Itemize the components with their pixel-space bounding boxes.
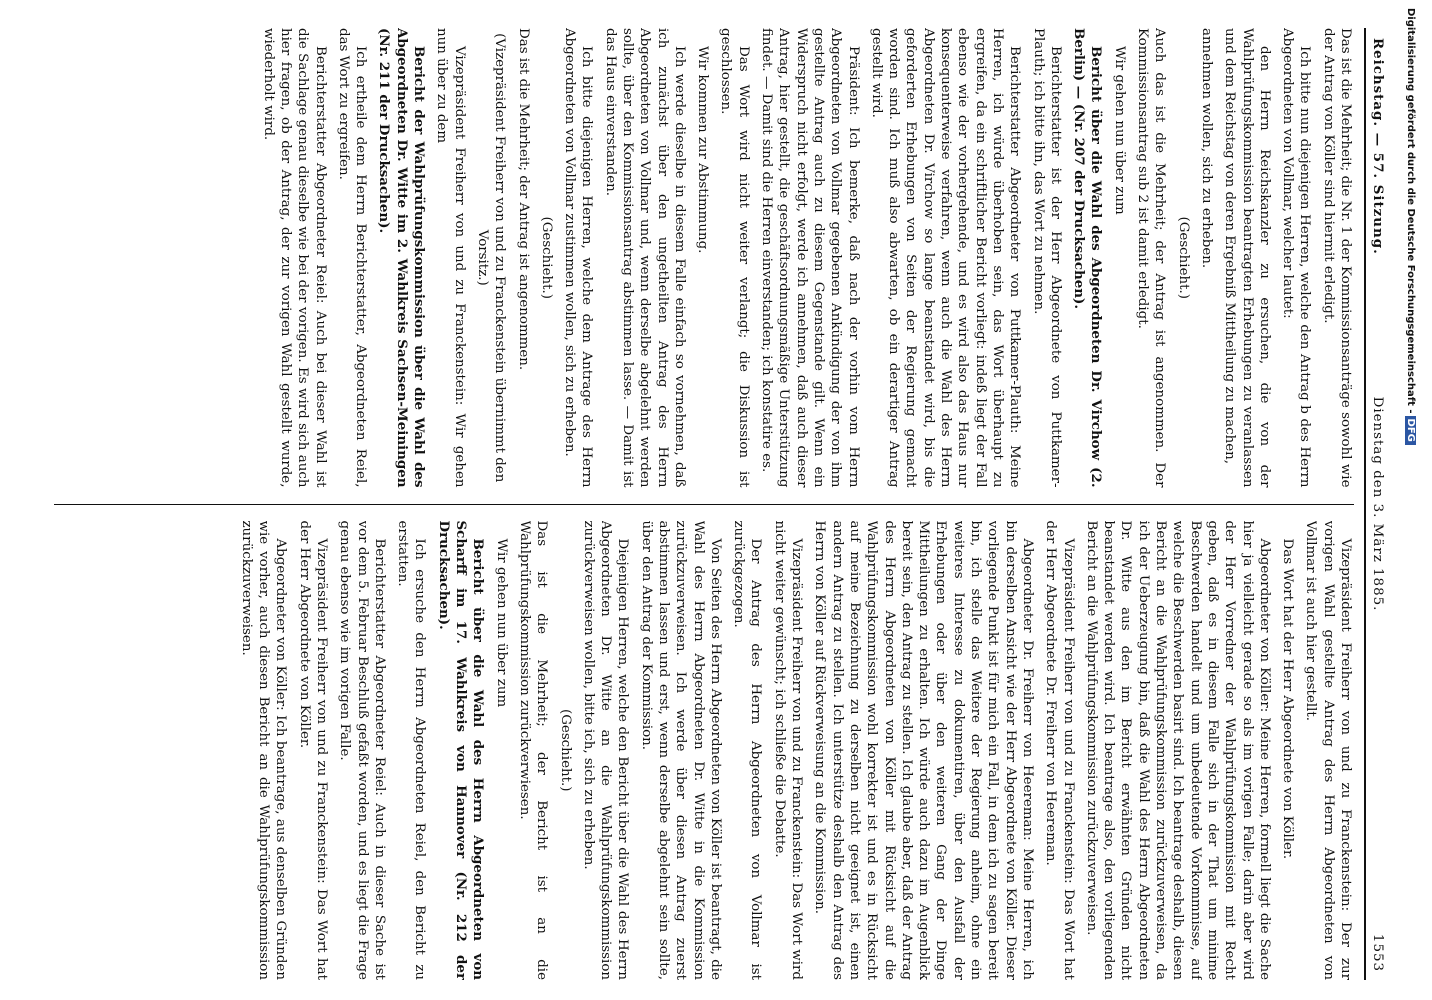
- paragraph: Abgeordneter von Köller: Ich beantrage, aus denselben Gründen wie vorher, auch diesen Bericht an die Wahlprüfungskommission zurückzuverweisen.: [238, 520, 289, 980]
- paragraph: Der Antrag des Herrn Abgeordneten von Vollmar ist zurückgezogen.: [731, 520, 764, 980]
- paragraph: Wir gehen nun über zum: [493, 538, 509, 708]
- paragraph: Ich bitte nun diejenigen Herren, welche den Antrag b des Herrn Abgeordneten von Vollmar, welcher lautet:: [1280, 28, 1313, 488]
- page-number: 1553: [1370, 933, 1386, 972]
- paragraph: Das ist die Mehrheit; die Nr. 1 der Kommissionsanträge sowohl wie der Antrag von Köller sind hiermit erledigt.: [1320, 28, 1353, 488]
- paragraph: Das ist die Mehrheit; der Antrag ist angenommen.: [515, 28, 531, 371]
- paragraph: Auch das ist die Mehrheit; der Antrag ist angenommen. Der Kommissionsantrag sub 2 ist damit erledigt.: [1135, 28, 1168, 488]
- paragraph: Ich werde dieselbe in diesem Falle einfach so vornehmen, daß ich zunächst über den ungetheilten Antrag des Herrn Abgeordneten von Vollmar und, wenn derselbe abgelehnt werden sollte, über den Kommissionsantrag abstimmen lasse. — Damit ist das Haus einverstanden.: [602, 28, 687, 488]
- paragraph: annehmen wollen, sich zu erheben.: [1198, 28, 1214, 269]
- right-column: [54, 521, 1354, 981]
- paragraph: Abgeordneter Dr. Freiherr von Heereman: Meine Herren, ich bin derselben Ansicht wie der Herr Abgeordnete von Köller. Dieser vorliegende Punkt ist für mich ein Fall, in dem ich zu sagen bereit bin, ich stelle das Weitere der Regierung anheim, ohne ein weiteres Interesse zu dokumentiren, über den Ausfall der Erhebungen oder über den weiteren Gang der Dinge Mittheilungen zu erhalten. Ich würde auch dazu im Augenblick bereit sein, den Antrag zu stellen. Ich glaube aber, daß der Antrag des Herrn Abgeordneten von Köller mit Rücksicht auf die Wahlprüfungskommission wohl korrekter ist und es in Rücksicht auf meine Bezeichnung zu derselben nicht geeignet ist, einen andern Antrag zu stellen. Ich unterstütze deshalb den Antrag des Herrn von Köller auf Rückverweisung an die Kommission.: [812, 520, 1035, 980]
- digitization-credit: [1400, 8, 1416, 998]
- paragraph: Vizepräsident Freiherr von und zu Franckenstein: Wir gehen nun über zu dem: [434, 28, 467, 488]
- paragraph: Wir gehen nun über zum: [1111, 46, 1127, 215]
- left-column: [54, 28, 1354, 488]
- paragraph: Das ist die Mehrheit; der Bericht ist an die Wahlprüfungskommission zurückverwiesen.: [516, 520, 550, 980]
- paragraph: Das Wort wird nicht weiter verlangt; die Diskussion ist geschlossen.: [718, 28, 751, 488]
- paragraph: den Herrn Reichskanzler zu ersuchen, die von der Wahlprüfungskommission beantragten Erhebungen zu veranlassen und dem Reichstag von deren Ergebniß Mittheilung zu machen,: [1222, 28, 1272, 488]
- session-date: Dienstag den 3. März 1885.: [1370, 396, 1386, 612]
- paragraph: Vizepräsident Freiherr von und zu Franckenstein: Das Wort wird nicht weiter gewünscht; ich schließe die Debatte.: [771, 520, 805, 980]
- paragraph: Ich ertheile dem Herrn Berichterstatter, Abgeordneten Reiel, das Wort zu ergreifen.: [335, 28, 369, 488]
- paragraph: Präsident: Ich bemerke, daß nach der vorhin vom Herrn Abgeordneten von Vollmar gegebenen Ankündigung der von ihm gestellte Antrag auch zu diesem Gegenstande gilt. Wenn ein Widerspruch nicht erfolgt, werde ich annehmen, daß auch dieser Antrag, hier gestellt, die geschäftsordnungsmäßige Unterstützung findet. — Damit sind die Herren einverstanden; ich konstatire es.: [759, 28, 861, 488]
- paragraph: Berichterstatter Abgeordneter von Puttkamer-Plauth: Meine Herren, ich würde überhoben sein, das Wort überhaupt zu ergreifen, da ein schriftlicher Bericht vorliegt: indeß liegt der Fall ebenso wie der vorhergehende, und es wird also das Haus nur konsequenterweise verfahren, wenn auch die Wahl des Herrn Abgeordneten Dr. Virchow so lange beanstandet wird, bis die geforderten Erhebungen von Seiten der Regierung gemacht worden sind. Ich muß also abwarten, ob ein derartiger Antrag gestellt wird.: [868, 28, 1023, 488]
- page-header: [1364, 28, 1388, 980]
- paragraph: Wir kommen zur Abstimmung.: [695, 46, 711, 254]
- paragraph: Ich ersuche den Herrn Abgeordneten Reiel, den Bericht zu erstatten.: [395, 520, 428, 980]
- paragraph: (Geschieht.): [538, 216, 554, 300]
- column-rule: [54, 504, 1354, 505]
- paragraph: Abgeordneter von Köller: Meine Herren, formell liegt die Sache hier ja vielleicht gerade so als im vorigen Falle; darin aber wird der Herr Vorredner der Wahlprüfungskommission mit Recht geben, daß es in diesem Falle sich in der That um minime Beschwerden handelt und um unbedeutende Vorkommnisse, auf welche die Beschwerden basirt sind. Ich beantrage deshalb, diesen Bericht an die Wahlprüfungskommission zurückzuverweisen, da ich der Ueberzeugung bin, daß die Wahl des Herrn Abgeordneten Dr. Witte aus den im Bericht erwähnten Gründen nicht beanstandet werden wird. Ich beantrage also, den vorliegenden Bericht an die Wahlprüfungskommission zurückzuverweisen.: [1083, 520, 1272, 980]
- text-columns: [54, 28, 1354, 980]
- paragraph: (Geschieht.): [1175, 216, 1191, 300]
- paragraph: (Vizepräsident Freiherr von und zu Franckenstein übernimmt den Vorsitz.): [474, 33, 508, 483]
- dfg-logo: DFG: [1405, 416, 1416, 445]
- paragraph: Vizepräsident Freiherr von und zu Franckenstein: Das Wort hat der Herr Abgeordnete Dr. Freiherr von Heereman.: [1043, 520, 1076, 980]
- paragraph: Das Wort hat der Herr Abgeordnete von Köller.: [1280, 538, 1296, 860]
- section-heading: Bericht der Wahlprüfungskommission über die Wahl des Abgeordneten Dr. Witte im 2. Wahlkreis Sachsen-Meiningen (Nr. 211 der Drucksachen).: [376, 28, 428, 488]
- paragraph: Diejenigen Herren, welche den Bericht über die Wahl des Herrn Abgeordneten Dr. Witte an die Wahlprüfungskommission zurückverweisen wollen, bitte ich, sich zu erheben.: [580, 520, 631, 980]
- credit-text: Digitalisierung gefördert durch die Deutsche Forschungsgemeinschaft -: [1405, 8, 1416, 414]
- paragraph: Berichterstatter ist der Herr Abgeordnete von Puttkamer-Plauth; ich bitte ihn, das Wort zu nehmen.: [1030, 28, 1063, 488]
- paragraph: Vizepräsident Freiherr von und zu Franckenstein: Der zur vorigen Wahl gestellte Antrag des Herrn Abgeordneten von Vollmar ist auch hier gestellt.: [1303, 520, 1353, 980]
- section-heading: Bericht über die Wahl des Herrn Abgeordneten von Scharff im 17. Wahlkreis von Hannover (Nr. 212 der Drucksachen).: [435, 520, 487, 980]
- running-title: Reichstag. — 57. Sitzung.: [1370, 38, 1387, 255]
- paragraph: Vizepräsident Freiherr von und zu Franckenstein: Das Wort hat der Herr Abgeordnete von Köller.: [296, 520, 329, 980]
- paragraph: (Geschieht.): [557, 708, 573, 792]
- paragraph: Von Seiten des Herrn Abgeordneten von Köller ist beantragt, die Wahl des Herrn Abgeordneten Dr. Witte in die Kommission zurückzuverweisen. Ich werde über diesen Antrag zuerst abstimmen lassen und erst, wenn derselbe abgelehnt sein sollte, über den Antrag der Kommission.: [638, 520, 723, 980]
- paragraph: Berichterstatter Abgeordneter Reiel: Auch in dieser Sache ist vor dem 5. Februar Beschluß gefaßt worden, und es liegt die Frage genau ebenso wie im vorigen Falle.: [337, 520, 387, 980]
- paragraph: Berichterstatter Abgeordneter Reiel: Auch bei dieser Wahl ist die Sachlage genau dieselbe wie bei der vorigen. Es wird sich auch hier fragen, ob der Antrag, der zur vorigen Wahl gestellt wurde, wiederholt wird.: [260, 28, 328, 488]
- paragraph: Ich bitte diejenigen Herren, welche dem Antrage des Herrn Abgeordneten von Vollmar zustimmen wollen, sich zu erheben.: [562, 28, 595, 488]
- section-heading: Bericht über die Wahl des Abgeordneten Dr. Virchow (2. Berlin) — (Nr. 207 der Drucksachen).: [1071, 28, 1105, 488]
